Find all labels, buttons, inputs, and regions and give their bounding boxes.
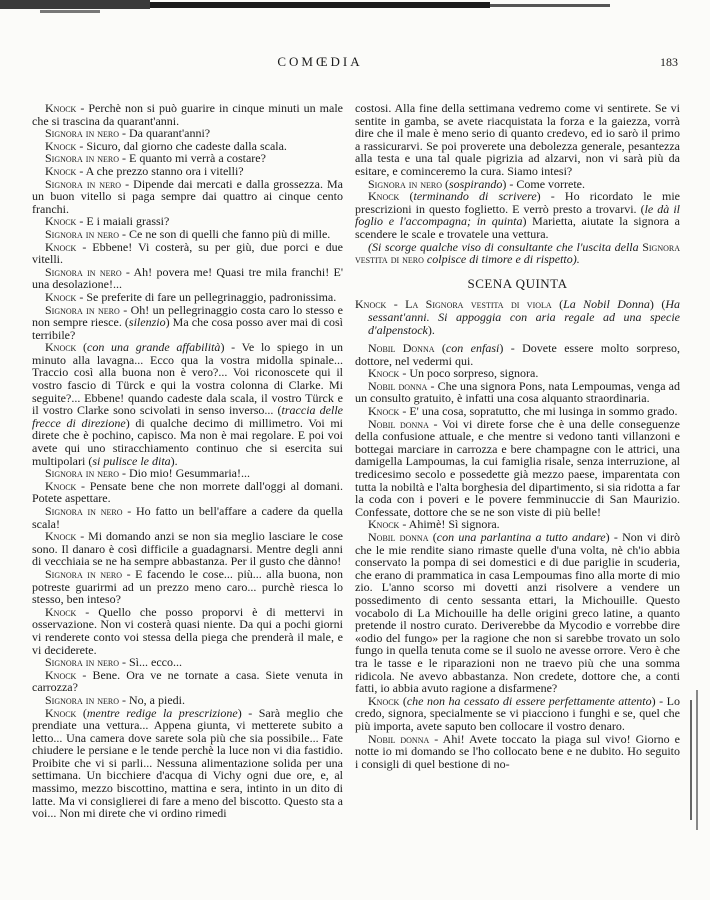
dialogue-text: ) - Dovete essere molto sorpreso, dottore, nel vedermi qui. <box>355 341 680 368</box>
dialogue-text: ) Marietta, aiutate la signora a scendere le scale e trovatele una vettura. <box>355 214 681 241</box>
dialogue-text: ( <box>442 176 450 191</box>
dialogue-text: ) - Sarà meglio che prendiate una vettura... Appena giunta, vi metterete subito a letto... Una camera dove sarete sola più che sia possibile... Fate chiudere le persiane e le tende perchè la luce non vi dia fastidio. Proibite che vi si parli... Nessuna alimentazione solida per una settimana. Un bicchiere d'acqua di Vichy ogni due ore, e, al massimo, mezzo biscottino, mattina e sera, intinto in un dito di latte. Ma vi consiglierei di fare a meno del biscotto. Questo sta a voi... Non mi direte che vi ordino rimedi <box>32 705 344 821</box>
dialogue-text: ) di qualche decimo di millimetro. Voi mi direte che è pochino, capisco. Ma non è mai regolare. E poi voi avete qui uno stiracchiamento continuo che si esercita sui multipolari ( <box>32 415 343 468</box>
speaker-name: Knock <box>45 529 77 544</box>
right-column <box>355 102 680 770</box>
dialogue-paragraph <box>32 266 343 291</box>
stage-direction: terminando di scrivere <box>413 189 537 204</box>
dialogue-text: - Da quarant'anni? <box>119 126 211 141</box>
dialogue-text: ) - Lo credo, signora, specialmente se vi piacciono i funghi e se, quel che più importa, avete saputo ben collocare il vostro denaro. <box>355 693 680 733</box>
speaker-name: Knock <box>45 138 77 153</box>
dialogue-paragraph <box>32 178 343 216</box>
speaker-name: Knock <box>355 297 387 312</box>
dialogue-paragraph <box>355 695 680 733</box>
dialogue-text: ). <box>170 453 178 468</box>
dialogue-text: - E i maiali grassi? <box>76 214 170 229</box>
speaker-name: Signora in nero <box>45 302 120 317</box>
dialogue-text: - Ahimè! Sì signora. <box>399 517 500 532</box>
speaker-name: Signora in nero <box>45 692 120 707</box>
dialogue-text: - Voi vi direte forse che è una delle conseguenze della confusione attuale, e che mentre si vedono tanti villanzoni e bottegai marciare in carrozza e bere champagne con le attrici, una damigella Lampoumas, la cui famiglia risale, senza interruzione, al tredicesimo secolo e possedette già mezzo paese, imparentata con tutta la nobiltà e l'alta borghesia del dipartimento, si sia ridotta a far la coda con i poveri e le povere femminuccie di San Maurizio. Confessate, dottore che se ne son viste di più belle! <box>355 416 681 519</box>
dialogue-text: ( <box>428 530 437 544</box>
dialogue-text: ) - Ho ricordato le mie prescrizioni in questo foglietto. E verrò presto a trovarvi. ( <box>355 189 680 216</box>
dialogue-text: - Ahi! Avete toccato la piaga sul vivo! Giorno e notte io mi domando se l'ho collocato bene e ne dubito. Ho seguito i consigli di quel bestione di no- <box>355 731 680 771</box>
stage-direction: che non ha cessato di essere perfettamente attento <box>406 693 652 708</box>
stage-direction: mentre redige la prescrizione <box>86 705 238 720</box>
speaker-name: Knock <box>45 214 77 229</box>
running-header <box>0 54 710 74</box>
dialogue-text: - A che prezzo stanno ora i vitelli? <box>76 163 244 178</box>
dialogue-paragraph <box>32 505 343 530</box>
dialogue-paragraph <box>355 531 680 695</box>
dialogue-text: ) - Non vi dirò che le mie rendite siano rimaste quelle d'una volta, nè ch'io abbia conservato la pompa di sei domestici e di due pariglie in scuderia, che erano di prammatica in casa Lempoumas fino alla morte di mio zio. L'anno scorso mi dovetti anzi risolvere a vendere un possedimento di cento sessanta ettari, la Michouille. Questo vocabolo di La Michouille ha delle origini greco latine, a quanto pretende il nostro curato. Deriverebbe da Mycodio e vorrebbe dire «odio del fungo» per la ragione che non si sarebbe trovato un solo fungo in quella tenuta come se il suolo ne avesse orrore. Vero è che tra le tasse e le riparazioni non ne traevo più che una somma ridicola. Ne avevo abbastanza. Non credete, dottore che, a conti fatti, io abbia avuto ragione a disfarmene? <box>355 530 680 696</box>
speaker-name: Knock <box>45 667 77 682</box>
dialogue-paragraph <box>355 241 680 266</box>
speaker-name: Signora in nero <box>45 264 122 279</box>
dialogue-paragraph <box>355 102 680 178</box>
stage-direction: sospirando <box>449 176 503 191</box>
speaker-name: Nobil donna <box>368 731 430 746</box>
dialogue-text: ( <box>434 341 446 356</box>
dialogue-paragraph <box>355 418 680 519</box>
stage-direction: le dà il foglio e l'accompagna; in quinta <box>355 201 680 229</box>
stage-direction: con una parlantina a tutto andare <box>436 530 606 544</box>
dialogue-text: - Dio mio! Gesummaria!... <box>119 466 250 481</box>
dialogue-text: - Dipende dai mercati e dalla grossezza. Ma un buon vitello si paga sempre dai quattro ai cinque cento franchi. <box>32 176 343 216</box>
dialogue-text: ) - Come vorrete. <box>502 176 585 191</box>
dialogue-text: ). <box>427 322 435 337</box>
dialogue-text: - Pensate bene che non morrete dall'oggi al domani. Potete aspettare. <box>32 478 343 506</box>
speaker-name: Signora in nero <box>45 126 120 141</box>
dialogue-text: ) - Ve lo spiego in un minuto alla lavagna... Ecco qua la vostra midolla spinale... Traccio così alla buona non è vero?... Voi riconoscete qui il vostro fascio di Türck e qui la vostra colonna di Clarke. Mi seguite?... Ebbene! quando cadeste dala scala, il vostro Türck e il vostro Clarke sono scivolati in senso inverso... ( <box>32 340 344 418</box>
scene-heading: SCENA QUINTA <box>467 275 568 291</box>
dialogue-paragraph <box>355 342 680 367</box>
speaker-name: Knock <box>368 366 400 381</box>
dialogue-text: ( <box>551 297 564 312</box>
dialogue-paragraph <box>32 102 343 127</box>
scan-artifact <box>40 10 100 13</box>
speaker-name: Signora in nero <box>45 151 120 166</box>
speaker-name: Knock <box>45 163 77 178</box>
dialogue-text: - Oh! un pellegrinaggio costa caro lo stesso e non sempre riesce. ( <box>32 302 343 330</box>
scan-artifact <box>0 0 150 9</box>
speaker-name: Knock <box>368 693 400 708</box>
speaker-name: Knock <box>368 189 400 204</box>
dialogue-text: - <box>386 297 406 312</box>
dialogue-text: costosi. Alla fine della settimana vedremo come vi sentirete. Se vi sentite in gamba, se avete riacquistata la forza e la gaiezza, vorrà dire che il male è meno serio di quanto credevo, ed io sarò il primo a rassicurarvi. Se poi proverete una debolezza generale, pesantezza alla testa e una tal quale pigrizia ad alzarvi, non vi sarà più da esitare, e cominceremo la cura. Siamo intesi? <box>355 101 680 178</box>
dialogue-text: - Ebbene! Vi costerà, su per giù, due porci e due vitelli. <box>32 239 343 267</box>
speaker-name: Knock <box>45 340 77 355</box>
speaker-name: La Signora vestita di viola <box>405 297 552 312</box>
dialogue-text: - Se preferite di fare un pellegrinaggio, padronissima. <box>76 289 337 304</box>
dialogue-paragraph <box>32 241 343 266</box>
dialogue-paragraph <box>32 530 343 568</box>
scan-artifact <box>490 4 610 7</box>
speaker-name: Knock <box>45 604 77 619</box>
stage-direction: La Nobil Donna <box>563 297 650 312</box>
dialogue-text: - Ah! povera me! Quasi tre mila franchi! E' una desolazione!... <box>32 264 343 292</box>
speaker-name: Knock <box>368 404 400 419</box>
dialogue-paragraph <box>32 707 343 820</box>
dialogue-text: ( <box>399 693 407 708</box>
speaker-name: Signora vestita di nero <box>355 239 680 267</box>
stage-direction: (Si scorge qualche viso di consultante che l'uscita della <box>368 239 643 254</box>
speaker-name: Signora in nero <box>45 176 122 191</box>
stage-direction: traccia delle frecce di direzione <box>32 403 343 430</box>
dialogue-paragraph <box>32 480 343 505</box>
dialogue-text: - Perchè non si può guarire in cinque minuti un male che si trascina da quarant'anni. <box>32 101 343 128</box>
dialogue-text: - Che una signora Pons, nata Lempoumas, venga ad un consulto gratuito, è infatti una cosa alquanto straordinaria. <box>355 378 681 406</box>
dialogue-text: ( <box>399 189 414 204</box>
page-number: 183 <box>660 55 678 69</box>
dialogue-paragraph <box>32 304 343 342</box>
stage-direction: con una grande affabilità <box>87 340 221 355</box>
dialogue-text: ( <box>76 340 88 355</box>
dialogue-text: - No, a piedi. <box>119 692 185 707</box>
dialogue-text: - E quanto mi verrà a costare? <box>119 151 266 166</box>
dialogue-text: - E' una cosa, sopratutto, che mi lusinga in sommo grado. <box>399 404 678 419</box>
journal-title: COMŒDIA <box>277 54 363 69</box>
speaker-name: Knock <box>45 239 77 254</box>
dialogue-paragraph <box>32 341 343 467</box>
speaker-name: Nobil donna <box>368 378 428 393</box>
dialogue-paragraph <box>32 669 343 694</box>
dialogue-paragraph <box>355 380 680 405</box>
speaker-name: Signora in nero <box>45 504 123 518</box>
speaker-name: Knock <box>45 478 77 493</box>
speaker-name: Nobil Donna <box>368 341 435 356</box>
speaker-name: Signora in nero <box>45 226 120 241</box>
speaker-name: Signora in nero <box>45 655 120 670</box>
dialogue-text: - Sì... ecco... <box>119 655 182 670</box>
speaker-name: Knock <box>45 705 77 720</box>
speaker-name: Signora in nero <box>45 466 120 481</box>
dialogue-text: ) ( <box>649 297 666 312</box>
dialogue-text: ( <box>76 705 87 720</box>
speaker-name: Nobil donna <box>368 530 429 544</box>
speaker-name: Knock <box>45 101 77 115</box>
speaker-name: Knock <box>368 517 400 532</box>
scan-artifact <box>150 2 490 8</box>
scan-artifact <box>690 700 692 820</box>
dialogue-text: - Sicuro, dal giorno che cadeste dalla scala. <box>76 138 287 153</box>
speaker-name: Knock <box>45 289 77 304</box>
dialogue-paragraph <box>32 606 343 656</box>
dialogue-paragraph <box>32 568 343 606</box>
dialogue-paragraph <box>355 733 680 771</box>
left-column <box>32 102 343 820</box>
dialogue-text: - E facendo le cose... più... alla buona, non potreste guarirmi ad un prezzo meno caro... purchè riesca lo stesso, ben inteso? <box>32 566 343 607</box>
stage-direction: silenzio <box>128 315 166 330</box>
dialogue-text: - Un poco sorpreso, signora. <box>399 366 539 381</box>
stage-direction: con enfasi <box>445 341 500 356</box>
dialogue-text: - Bene. Ora ve ne tornate a casa. Siete venuta in carrozza? <box>32 667 343 695</box>
dialogue-text: - Ce ne son di quelli che fanno più di mille. <box>119 226 331 241</box>
dialogue-text: - Mi domando anzi se non sia meglio lasciare le cose sono. Il danaro è così difficile a guadagnarsi. Mentre degli anni di vecchiaia se ne ha sempre abbastanza. Per il gusto che dànno! <box>32 529 343 569</box>
stage-direction: Ha sessant'anni. Si appoggia con aria regale ad una specie d'alpenstock <box>368 297 680 337</box>
stage-direction: colpisce di timore e di rispetto). <box>423 252 580 267</box>
dialogue-paragraph <box>355 190 680 240</box>
speaker-name: Signora in nero <box>45 566 123 581</box>
stage-direction: si pulisce le dita <box>92 453 171 468</box>
speaker-name: Nobil donna <box>368 416 429 431</box>
scan-artifact <box>696 690 698 830</box>
dialogue-text: - Ho fatto un bell'affare a cadere da quella scala! <box>32 504 343 531</box>
dialogue-text: - Quello che posso proporvi è di mettervi in osservazione. Non vi costerà quasi niente. Da qui a pochi giorni vi renderete conto voi stessa della piega che prenderà il male, e vi deciderete. <box>32 604 343 657</box>
speaker-name: Signora in nero <box>368 176 443 191</box>
dialogue-text: ) Ma che cosa posso aver mai di così terribile? <box>32 315 343 342</box>
dialogue-paragraph <box>355 298 680 336</box>
